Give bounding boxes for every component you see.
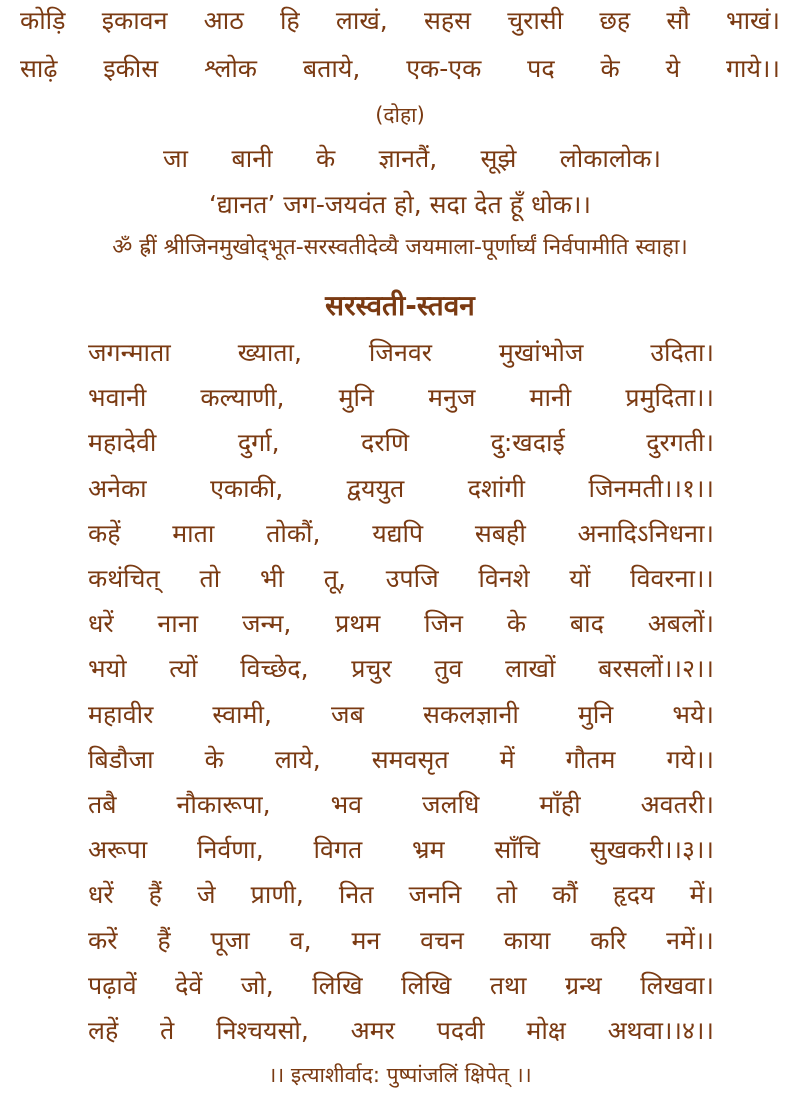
word: लोकालोक। xyxy=(559,144,661,173)
word: ज्ञानतैं, xyxy=(378,144,438,173)
word: कहें xyxy=(88,518,121,548)
verse-line xyxy=(88,336,714,370)
doha-line-1 xyxy=(163,142,661,176)
word: विगत xyxy=(313,835,363,865)
word: यद्यपि xyxy=(372,518,424,548)
word: भवानी xyxy=(88,383,147,413)
word: उदिता। xyxy=(650,338,714,367)
word: त्यों xyxy=(169,654,198,684)
word: निश्चयसो, xyxy=(216,1016,309,1045)
verse-line xyxy=(88,743,714,777)
word: समवसृत xyxy=(371,744,449,774)
word: दरणि xyxy=(361,428,410,458)
word: हि xyxy=(279,6,300,35)
word: साढ़े xyxy=(20,54,58,83)
word: माता xyxy=(172,518,215,548)
word: हैं xyxy=(157,925,171,955)
verse-line xyxy=(88,652,714,686)
word: विच्छेद, xyxy=(240,654,309,684)
word: मन xyxy=(351,925,381,955)
word: हृदय xyxy=(612,880,655,910)
word: सूझे xyxy=(480,144,517,173)
verse-line xyxy=(88,517,714,551)
word: जब xyxy=(331,699,364,729)
word: सबही xyxy=(474,518,526,548)
word: दशांगी xyxy=(467,473,526,503)
word: वचन xyxy=(420,925,464,955)
word: जननि xyxy=(408,880,462,910)
word: प्रचुर xyxy=(351,654,392,684)
word: तोकौं, xyxy=(266,518,321,548)
word: यों xyxy=(569,564,591,593)
word: के xyxy=(204,744,224,774)
word: कोड़ि xyxy=(20,6,66,35)
word: लिखि xyxy=(401,970,452,1000)
word: सौ xyxy=(666,6,690,35)
word: तथा xyxy=(489,970,527,1000)
verse-line xyxy=(88,607,714,641)
word: पढ़ावें xyxy=(88,970,137,1000)
word: लाखों xyxy=(505,654,556,684)
word: तुव xyxy=(434,654,463,684)
word: नाना xyxy=(157,609,199,639)
word: देवें xyxy=(175,970,203,1000)
word: आठ xyxy=(203,6,244,35)
word: विनशे xyxy=(478,564,530,593)
word: निर्वणा, xyxy=(196,835,264,865)
verse-line xyxy=(88,472,714,506)
word: पदवी xyxy=(436,1016,485,1045)
word: दुर्गा, xyxy=(237,428,280,458)
word: नित xyxy=(338,880,374,910)
word: लहें xyxy=(88,1016,119,1045)
word: कथंचित् xyxy=(88,564,160,593)
word: एक-एक xyxy=(406,54,482,83)
word: धरें xyxy=(88,609,114,639)
word: श्लोक xyxy=(204,54,257,83)
word: भव xyxy=(330,790,363,819)
word: स्वामी, xyxy=(212,699,272,729)
word: जगन्माता xyxy=(88,338,171,367)
word: पूजा xyxy=(210,925,250,955)
word: जिनमती।।१।। xyxy=(588,473,714,503)
word: के xyxy=(506,609,527,639)
word: गये।। xyxy=(666,744,714,774)
verse-line xyxy=(88,562,714,596)
verse-line xyxy=(88,381,714,415)
page-title: सरस्वती-स्तवन xyxy=(325,289,475,322)
word: भयो xyxy=(88,654,127,684)
word: दु:खदाई xyxy=(490,428,565,458)
word: द्वययुत xyxy=(346,473,405,503)
word: जा xyxy=(163,144,189,173)
word: बिडौजा xyxy=(88,744,154,774)
word: ते xyxy=(160,1016,175,1045)
word: चुरासी xyxy=(507,6,564,35)
word: विवरना।। xyxy=(630,564,714,593)
word: कौं xyxy=(552,880,578,910)
word: लिखि xyxy=(312,970,363,1000)
word: अमर xyxy=(350,1016,395,1045)
word: मुनि xyxy=(577,699,614,729)
word: बाद xyxy=(569,609,604,639)
doha-label: (दोहा) xyxy=(375,103,425,127)
word: मनुज xyxy=(428,383,476,413)
word: ये xyxy=(665,54,681,83)
word: सुखकरी।।३।। xyxy=(589,835,714,865)
word: नमें।। xyxy=(666,925,714,955)
word: भये। xyxy=(672,699,714,729)
word: प्रमुदिता।। xyxy=(625,383,714,413)
word: हैं xyxy=(148,880,162,910)
word: अबलों। xyxy=(647,609,714,639)
word: गाये।। xyxy=(725,54,780,83)
word: एकाकी, xyxy=(210,473,284,503)
word: माँही xyxy=(539,790,581,819)
word: जो, xyxy=(240,970,274,1000)
word: जिन xyxy=(424,609,464,639)
verse-line xyxy=(88,924,714,958)
word: मोक्ष xyxy=(526,1016,566,1045)
word: भ्रम xyxy=(412,835,445,865)
word: बानी xyxy=(231,144,273,173)
verse-line xyxy=(88,833,714,867)
word: धरें xyxy=(88,880,114,910)
mantra-line: ॐ ह्रीं श्रीजिनमुखोद्‌भूत-सरस्वतीदेव्यै जयमाला-पूर्णार्घ्यं निर्वपामीति स्वाहा। xyxy=(112,235,688,260)
word: लाये, xyxy=(274,744,321,774)
word: साँचि xyxy=(494,835,541,865)
word: जलधि xyxy=(422,790,480,819)
word: महादेवी xyxy=(88,428,157,458)
word: तबै xyxy=(88,790,117,819)
word: के xyxy=(600,54,620,83)
verse-line xyxy=(88,878,714,912)
word: तू, xyxy=(323,564,346,593)
word: जन्म, xyxy=(241,609,292,639)
word: प्राणी, xyxy=(250,880,304,910)
closing-line: ।। इत्याशीर्वाद: पुष्पांजलिं क्षिपेत् ।। xyxy=(268,1063,532,1087)
word: बरसलों।।२।। xyxy=(598,654,714,684)
word: अनादिऽनिधना। xyxy=(577,518,714,548)
word: अथवा।।४।। xyxy=(607,1016,714,1045)
word: ख्याता, xyxy=(237,338,302,367)
word: भाखं। xyxy=(726,6,780,35)
word: तो xyxy=(496,880,518,910)
word: सकलज्ञानी xyxy=(422,699,519,729)
verse-line xyxy=(88,788,714,822)
word: जे xyxy=(197,880,216,910)
word: तो xyxy=(199,564,221,593)
doha-line-2: ‘द्यानत’ जग-जयवंत हो, सदा देत हूँ धोक।। xyxy=(209,190,591,219)
word: व, xyxy=(289,925,312,955)
word: काया xyxy=(503,925,551,955)
intro-line-1 xyxy=(20,4,780,38)
word: इकावन xyxy=(101,6,168,35)
verse-line xyxy=(88,1014,714,1048)
word: पद xyxy=(527,54,555,83)
word: लिखवा। xyxy=(640,970,714,1000)
word: मानी xyxy=(529,383,572,413)
word: अनेका xyxy=(88,473,147,503)
word: ग्रन्थ xyxy=(564,970,602,1000)
word: महावीर xyxy=(88,699,154,729)
word: अवतरी। xyxy=(640,790,714,819)
word: मुखांभोज xyxy=(498,338,584,367)
word: उपजि xyxy=(385,564,439,593)
word: करि xyxy=(590,925,627,955)
word: नौकारूपा, xyxy=(176,790,271,819)
word: में। xyxy=(689,880,714,910)
word: भी xyxy=(259,564,285,593)
word: करें xyxy=(88,925,118,955)
word: में xyxy=(499,744,515,774)
verse-line xyxy=(88,698,714,732)
verse-line xyxy=(88,426,714,460)
word: अरूपा xyxy=(88,835,148,865)
verse-line xyxy=(88,969,714,1003)
word: के xyxy=(315,144,336,173)
word: लाखं, xyxy=(335,6,388,35)
word: गौतम xyxy=(565,744,616,774)
word: इकीस xyxy=(103,54,159,83)
word: छह xyxy=(599,6,631,35)
word: सहस xyxy=(423,6,472,35)
word: मुनि xyxy=(338,383,374,413)
word: प्रथम xyxy=(335,609,381,639)
word: दुरगती। xyxy=(646,428,714,458)
word: जिनवर xyxy=(368,338,432,367)
word: कल्याणी, xyxy=(200,383,285,413)
intro-line-2 xyxy=(20,52,780,86)
word: बताये, xyxy=(302,54,361,83)
